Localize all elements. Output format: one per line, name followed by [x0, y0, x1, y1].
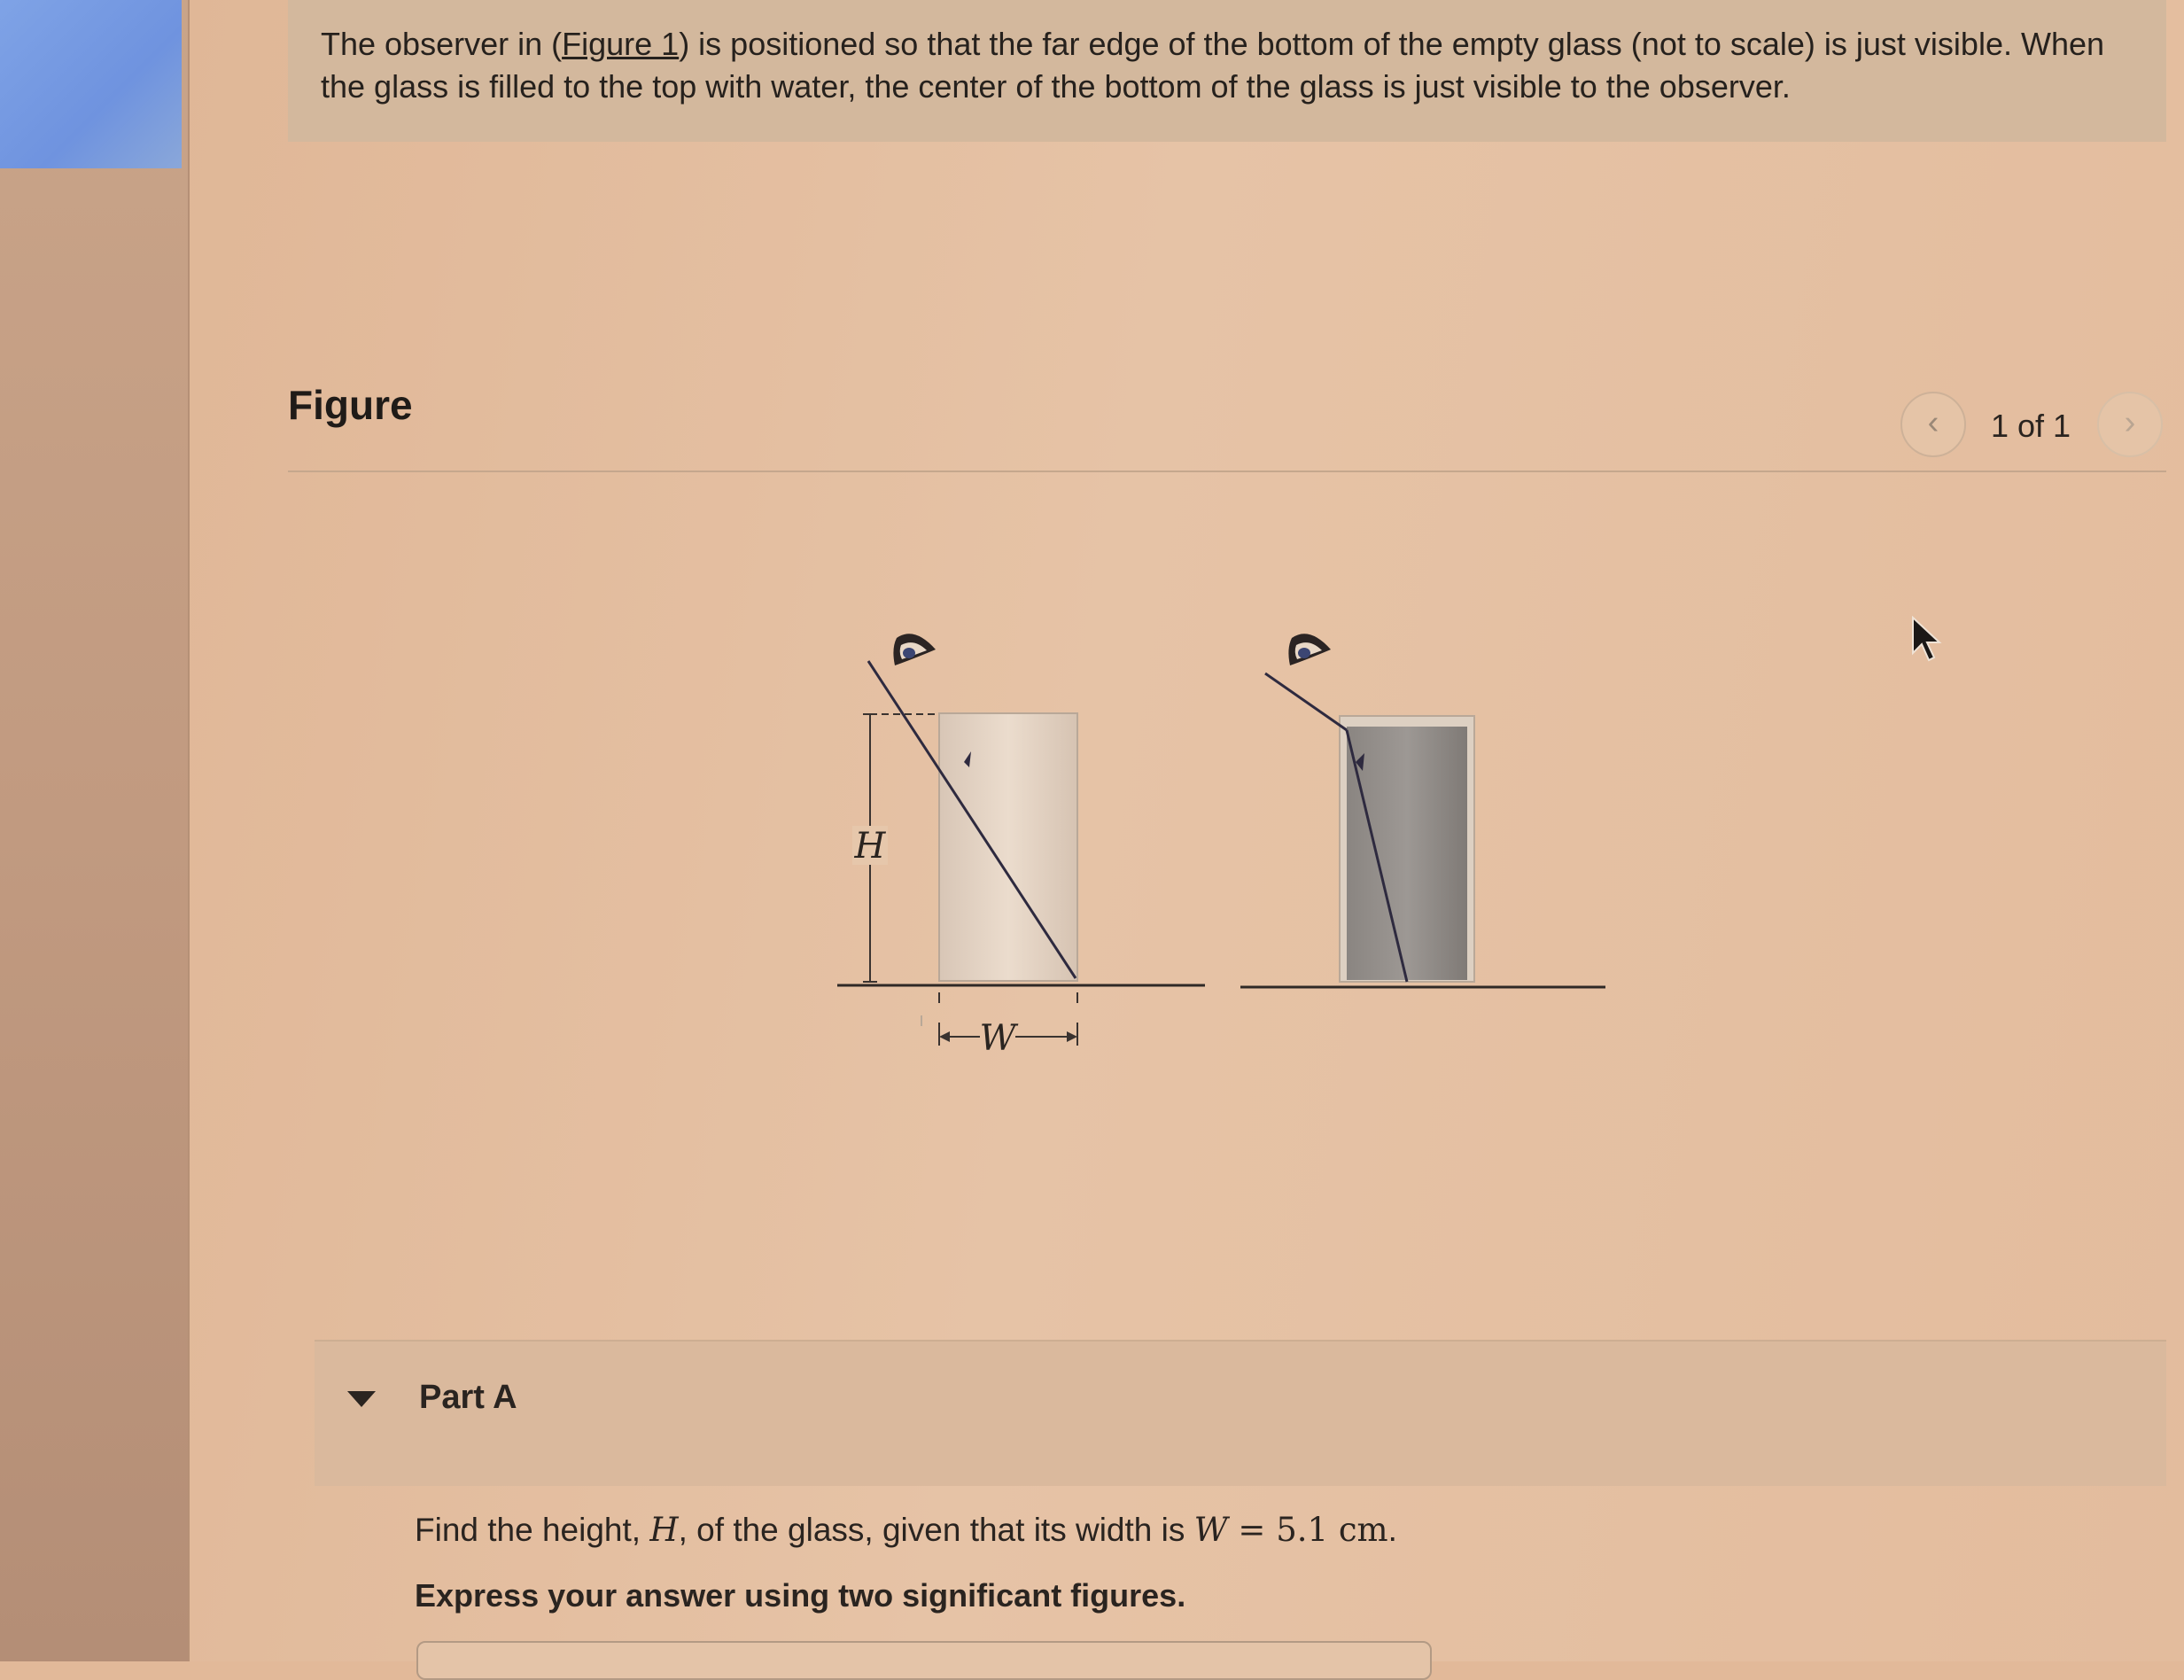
figure-page-count: 1 of 1: [1991, 408, 2071, 444]
chevron-right-icon: ›: [2124, 404, 2136, 441]
next-figure-button[interactable]: [2097, 392, 2163, 457]
figure-divider: [288, 471, 2166, 472]
empty-glass: [939, 713, 1077, 981]
figure-pager: [1900, 392, 2166, 455]
previous-figure-button[interactable]: [1900, 392, 1966, 457]
collapse-caret-icon[interactable]: [347, 1391, 376, 1407]
mouse-pointer-icon: [1909, 616, 1945, 665]
part-a-prompt: [415, 1511, 1397, 1549]
answer-input-area[interactable]: [416, 1641, 1432, 1680]
question-text-start: The observer in (: [321, 26, 563, 62]
glass-diagram: [815, 603, 1630, 1099]
eye-icon: [1288, 634, 1331, 665]
prompt-var-h: H: [649, 1511, 679, 1549]
prompt-var-w: W: [1193, 1511, 1228, 1549]
prompt-unit: cm: [1338, 1511, 1388, 1549]
water-fill: [1347, 727, 1467, 980]
left-rail: [0, 0, 190, 1661]
figure-title: Figure: [288, 382, 413, 428]
question-text-end: ) is positioned so that the far edge of the bottom of the empty glass (not to scale) is just visible. When the glass is filled to the top with water, the center of the bottom of the glass is just visible to the observer.: [321, 26, 2105, 105]
chevron-left-icon: ‹: [1927, 404, 1939, 441]
answer-instruction: Express your answer using two significant figures.: [415, 1577, 1186, 1614]
prompt-equation: = 5.1: [1227, 1511, 1339, 1549]
question-text: [321, 23, 2146, 108]
height-label: H: [854, 826, 886, 867]
part-a-title[interactable]: Part A: [419, 1379, 517, 1416]
prompt-text-2: , of the glass, given that its width is: [678, 1512, 1194, 1548]
width-label: W: [979, 1018, 1016, 1059]
part-a-header[interactable]: [315, 1340, 2166, 1486]
filled-glass-panel: [1240, 634, 1605, 987]
sight-line-air: [1265, 673, 1347, 730]
prompt-text-1: Find the height,: [415, 1512, 650, 1548]
sidebar-highlight: [0, 0, 182, 168]
empty-glass-panel: [837, 634, 1205, 1059]
prompt-period: .: [1387, 1512, 1397, 1548]
eye-icon: [893, 634, 936, 665]
figure-link[interactable]: Figure 1: [562, 26, 680, 62]
